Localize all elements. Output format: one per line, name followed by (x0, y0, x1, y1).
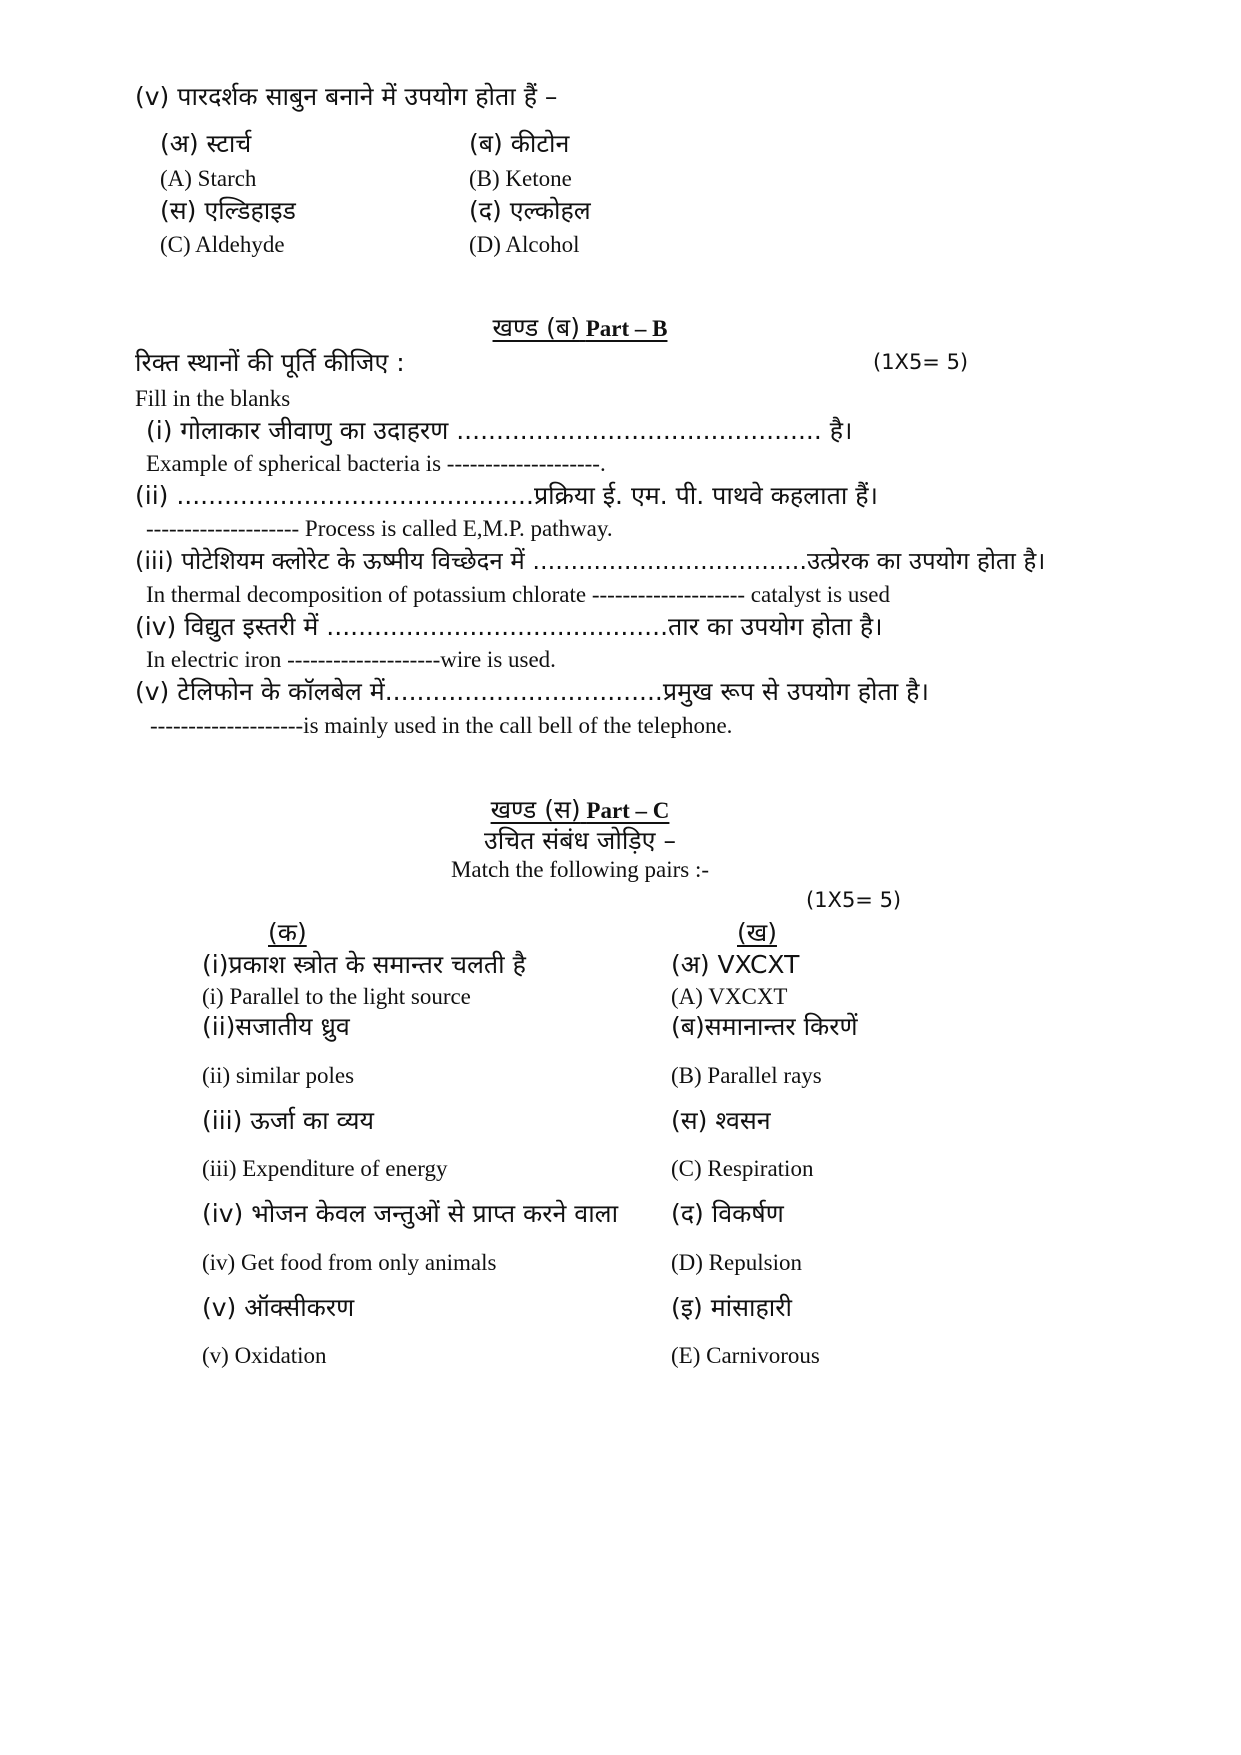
blank-3-hi: (iii) पोटेशियम क्लोरेट के ऊष्मीय विच्छेदन में ....................................उत्प्रेरक का उपयोग होता है। (135, 547, 1046, 575)
part-b-marks: (1X5= 5) (873, 350, 969, 374)
part-c-heading (491, 797, 670, 822)
match-left-1-en: (i) Parallel to the light source (202, 984, 471, 1009)
blank-1-en: Example of spherical bacteria is --------------------. (146, 451, 606, 476)
part-b-heading-en: Part – B (585, 316, 668, 341)
q5-option-a-hi: (अ) स्टार्च (160, 129, 252, 158)
q5-option-a-en: (A) Starch (160, 166, 257, 191)
match-right-5-hi: (इ) मांसाहारी (671, 1293, 792, 1322)
match-left-5-hi: (v) ऑक्सीकरण (202, 1293, 355, 1322)
blank-3-en: In thermal decomposition of potassium chlorate -------------------- catalyst is used (146, 582, 891, 607)
q5-option-d-hi: (द) एल्कोहल (469, 196, 591, 225)
match-right-3-en: (C) Respiration (671, 1156, 814, 1181)
part-b-heading (493, 315, 668, 340)
part-c-instruction-en: Match the following pairs :- (450, 857, 710, 882)
match-left-1-hi: (i)प्रकाश स्त्रोत के समान्तर चलती है (202, 950, 526, 979)
match-left-4-en: (iv) Get food from only animals (202, 1250, 497, 1275)
blank-4-en: In electric iron --------------------wire is used. (146, 647, 556, 672)
q5-question: (v) पारदर्शक साबुन बनाने में उपयोग होता हैं – (135, 82, 558, 111)
q5-option-c-hi: (स) एल्डिहाइड (160, 196, 296, 225)
match-left-2-en: (ii) similar poles (202, 1063, 355, 1088)
match-left-5-en: (v) Oxidation (202, 1343, 327, 1368)
match-right-4-hi: (द) विकर्षण (671, 1199, 784, 1228)
match-right-2-hi: (ब)समानान्तर किरणें (671, 1012, 858, 1041)
blank-5-hi: (v) टेलिफोन के कॉलबेल में...................................प्रमुख रूप से उपयोग होता है। (135, 677, 929, 706)
blank-5-en: --------------------is mainly used in the call bell of the telephone. (150, 713, 733, 738)
match-right-1-en: (A) VXCXT (671, 984, 788, 1009)
blank-2-hi: (ii) .............................................प्रक्रिया ई. एम. पी. पाथवे कहलाता हैं। (135, 481, 878, 510)
q5-option-b-hi: (ब) कीटोन (469, 129, 570, 158)
match-right-4-en: (D) Repulsion (671, 1250, 802, 1275)
part-b-heading-hi: खण्ड (ब) (492, 313, 580, 342)
column-b-header: (ख) (737, 918, 777, 947)
match-right-5-en: (E) Carnivorous (671, 1343, 820, 1368)
q5-option-d-en: (D) Alcohol (469, 232, 580, 257)
part-c-marks: (1X5= 5) (806, 888, 902, 912)
match-left-3-hi: (iii) ऊर्जा का व्यय (202, 1106, 375, 1135)
match-left-3-en: (iii) Expenditure of energy (202, 1156, 448, 1181)
match-right-1-hi: (अ) VXCXT (671, 950, 800, 979)
q5-option-b-en: (B) Ketone (469, 166, 572, 191)
match-left-4-hi: (iv) भोजन केवल जन्तुओं से प्राप्त करने वाला (202, 1199, 619, 1228)
blank-2-en: -------------------- Process is called E,M.P. pathway. (146, 516, 613, 541)
part-b-instruction-en: Fill in the blanks (135, 386, 291, 411)
match-left-2-hi: (ii)सजातीय ध्रुव (202, 1012, 350, 1041)
match-right-3-hi: (स) श्वसन (671, 1106, 771, 1135)
q5-option-c-en: (C) Aldehyde (160, 232, 285, 257)
match-right-2-en: (B) Parallel rays (671, 1063, 822, 1088)
part-b-instruction-hi: रिक्त स्थानों की पूर्ति कीजिए : (135, 348, 405, 377)
blank-4-hi: (iv) विद्युत इस्तरी में ...........................................तार का उपयोग होता है। (135, 612, 883, 641)
part-c-heading-hi: खण्ड (स) (490, 795, 581, 824)
blank-1-hi: (i) गोलाकार जीवाणु का उदाहरण .............................................. है। (146, 416, 853, 445)
part-c-instruction-hi: उचित संबंध जोड़िए – (484, 826, 676, 855)
part-c-heading-en: Part – C (586, 798, 670, 823)
column-a-header: (क) (268, 918, 307, 947)
